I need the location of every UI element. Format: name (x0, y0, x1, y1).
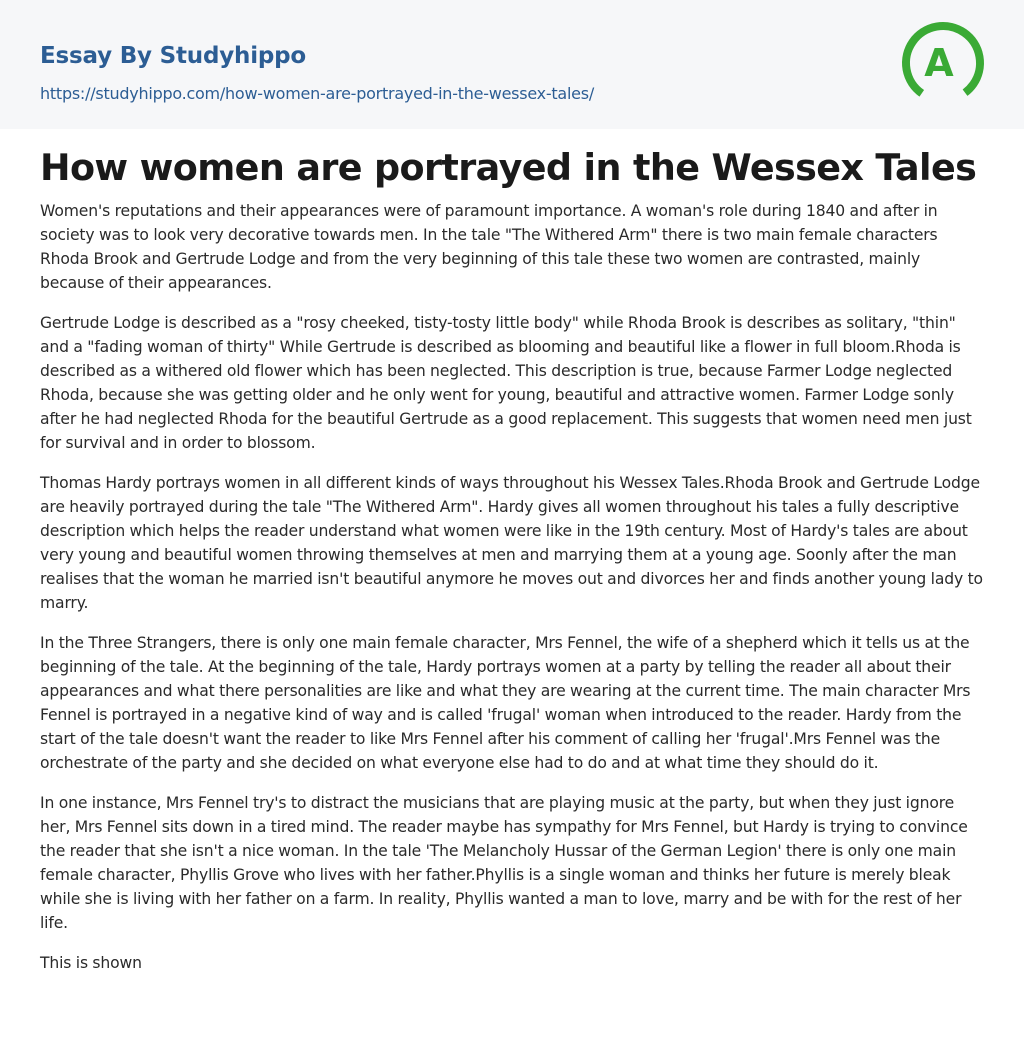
article-paragraph: Gertrude Lodge is described as a "rosy cheeked, tisty-tosty little body" while Rhoda Brook is describes as solitary, "thin" and a "fading woman of thirty" While Gertrude is described as blooming and beautiful like a flower in full bloom.Rhoda is described as a withered old flower which has been neglected. This description is true, because Farmer Lodge neglected Rhoda, because she was getting older and he only went for young, beautiful and attractive women. Farmer Lodge sonly after he had neglected Rhoda for the beautiful Gertrude as a good replacement. This suggests that women need men just for survival and in order to blossom. (40, 314, 972, 452)
article-paragraph: Women's reputations and their appearances were of paramount importance. A woman's role during 1840 and after in society was to look very decorative towards men. In the tale "The Withered Arm" there is two main female characters Rhoda Brook and Gertrude Lodge and from the very beginning of this tale these two women are contrasted, mainly because of their appearances. (40, 202, 938, 292)
page-title: How women are portrayed in the Wessex Tales (40, 146, 977, 189)
source-url-link[interactable]: https://studyhippo.com/how-women-are-portrayed-in-the-wessex-tales/ (40, 84, 594, 103)
site-header (0, 0, 1024, 129)
article-paragraph: In the Three Strangers, there is only one main female character, Mrs Fennel, the wife of a shepherd which it tells us at the beginning of the tale. At the beginning of the tale, Hardy portrays women at a party by telling the reader all about their appearances and what there personalities are like and what they are wearing at the current time. The main character Mrs Fennel is portrayed in a negative kind of way and is called 'frugal' woman when introduced to the reader. Hardy from the start of the tale doesn't want the reader to like Mrs Fennel after his comment of calling her 'frugal'.Mrs Fennel was the orchestrate of the party and she decided on what everyone else had to do and at what time they should do it. (40, 634, 971, 772)
site-title[interactable]: Essay By Studyhippo (40, 43, 307, 69)
article-paragraph: Thomas Hardy portrays women in all different kinds of ways throughout his Wessex Tales.Rhoda Brook and Gertrude Lodge are heavily portrayed during the tale "The Withered Arm". Hardy gives all women throughout his tales a fully descriptive description which helps the reader understand what women were like in the 19th century. Most of Hardy's tales are about very young and beautiful women throwing themselves at men and marrying them at a young age. Soonly after the man realises that the woman he married isn't beautiful anymore he moves out and divorces her and finds another young lady to marry. (40, 474, 983, 612)
logo-letter: A (924, 41, 954, 85)
article-paragraph: In one instance, Mrs Fennel try's to distract the musicians that are playing music at the party, but when they just ignore her, Mrs Fennel sits down in a tired mind. The reader maybe has sympathy for Mrs Fennel, but Hardy is trying to convince the reader that she isn't a nice woman. In the tale 'The Melancholy Hussar of the German Legion' there is only one main female character, Phyllis Grove who lives with her father.Phyllis is a single woman and thinks her future is merely bleak while she is living with her father on a farm. In reality, Phyllis wanted a man to love, marry and be with for the rest of her life. (40, 794, 968, 932)
article-content (0, 129, 1024, 975)
article-paragraph-truncated: This is shown (40, 954, 142, 972)
studyhippo-logo-icon[interactable] (900, 20, 986, 106)
